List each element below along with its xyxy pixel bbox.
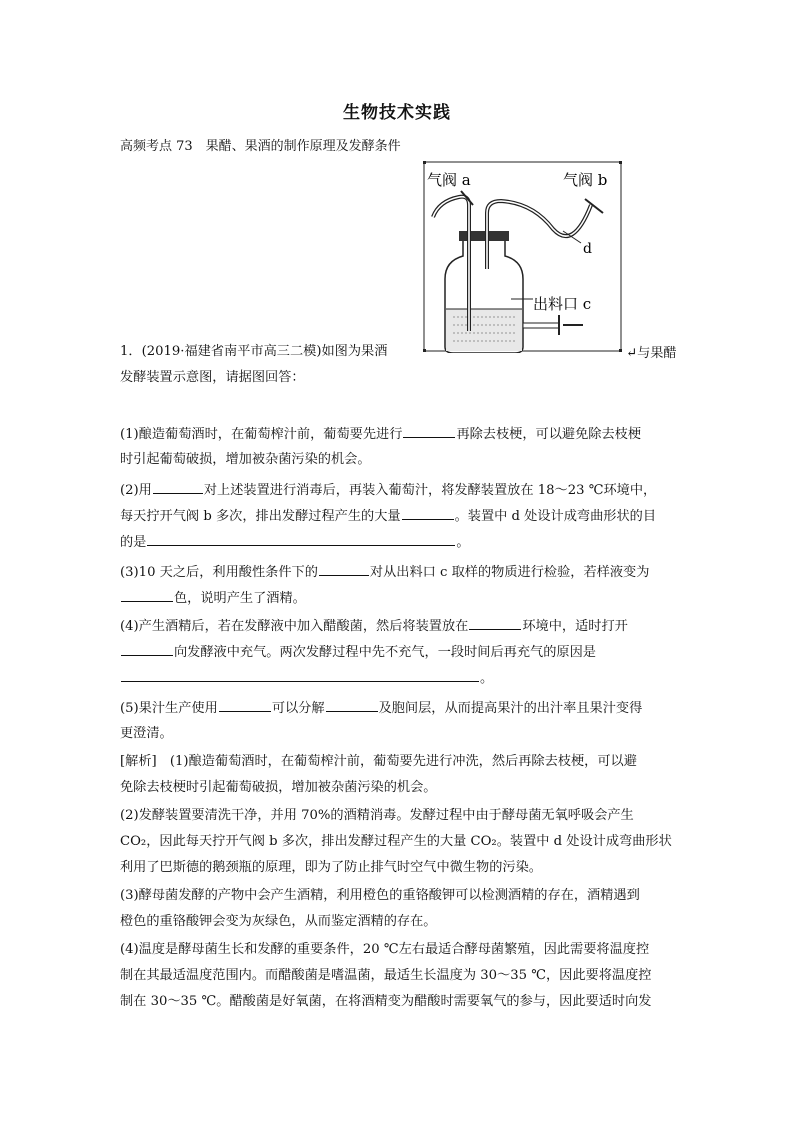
subquestion-5-cont: 更澄清。 [120, 726, 173, 741]
answer-blank[interactable] [121, 668, 479, 682]
answer-blank[interactable] [469, 616, 521, 630]
answer-blank[interactable] [121, 642, 173, 656]
answer-blank[interactable] [219, 698, 271, 712]
subquestion-2: (2)用 对上述装置进行消毒后，再装入葡萄汁，将发酵装置放在 18～23 ℃环境中， [120, 480, 676, 501]
answer-blank[interactable] [153, 480, 203, 494]
section-heading: 高频考点 73 果醋、果酒的制作原理及发酵条件 [120, 139, 401, 154]
analysis-line: [解析] (1)酿造葡萄酒时，在葡萄榨汁前，葡萄要先进行冲洗，然后再除去枝梗，可以避 [120, 754, 637, 769]
apparatus-diagram [423, 161, 623, 353]
subquestion-3: (3)10 天之后，利用酸性条件下的 对从出料口 c 取样的物质进行检验，若样液变为 [120, 562, 676, 583]
answer-blank[interactable] [326, 698, 378, 712]
subquestion-2-cont2: 的是 。 [120, 532, 676, 553]
analysis-line: CO₂，因此每天拧开气阀 b 多次，排出发酵过程产生的大量 CO₂。装置中 d 处设计成弯曲形状 [120, 834, 672, 849]
subquestion-2-cont: 每天拧开气阀 b 多次，排出发酵过程产生的大量 。装置中 d 处设计成弯曲形状的目 [120, 506, 676, 527]
analysis-line: 橙色的重铬酸钾会变为灰绿色，从而鉴定酒精的存在。 [120, 914, 437, 929]
subquestion-4-cont2: 。 [120, 668, 676, 689]
question-1-line2: 发酵装置示意图，请据图回答： [120, 370, 305, 385]
label-valve-b: 气阀 b [563, 171, 608, 189]
answer-blank[interactable] [319, 562, 369, 576]
analysis-line: 免除去枝梗时引起葡萄破损，增加被杂菌污染的机会。 [120, 780, 437, 795]
label-valve-a: 气阀 a [427, 171, 471, 189]
fermentation-apparatus-figure [423, 161, 623, 353]
question-1-lead-tail: ↵与果醋 [626, 346, 677, 361]
subquestion-3-cont: 色，说明产生了酒精。 [120, 588, 676, 609]
page-title: 生物技术实践 [343, 103, 451, 123]
answer-blank[interactable] [402, 506, 454, 520]
subquestion-4: (4)产生酒精后，若在发酵液中加入醋酸菌，然后将装置放在 环境中，适时打开 [120, 616, 676, 637]
analysis-line: (4)温度是酵母菌生长和发酵的重要条件，20 ℃左右最适合酵母菌繁殖，因此需要将温度控 [120, 942, 650, 957]
subquestion-5: (5)果汁生产使用 可以分解 及胞间层，从而提高果汁的出汁率且果汁变得 [120, 698, 676, 719]
label-d: d [583, 241, 592, 257]
answer-blank[interactable] [121, 588, 173, 602]
label-outlet-c: 出料口 c [533, 295, 592, 313]
analysis-line: 利用了巴斯德的鹅颈瓶的原理，即为了防止排气时空气中微生物的污染。 [120, 860, 542, 875]
analysis-line: 制在 30～35 ℃。醋酸菌是好氧菌，在将酒精变为醋酸时需要氧气的参与，因此要适时向发 [120, 994, 652, 1009]
subquestion-1-cont: 时引起葡萄破损，增加被杂菌污染的机会。 [120, 452, 371, 467]
answer-blank[interactable] [147, 532, 455, 546]
answer-blank[interactable] [403, 424, 455, 438]
question-1-lead: 1．(2019·福建省南平市高三二模)如图为果酒 [120, 344, 388, 359]
subquestion-1: (1)酿造葡萄酒时，在葡萄榨汁前，葡萄要先进行 再除去枝梗，可以避免除去枝梗 [120, 424, 676, 445]
analysis-line: (3)酵母菌发酵的产物中会产生酒精，利用橙色的重铬酸钾可以检测酒精的存在，酒精遇到 [120, 888, 640, 903]
subquestion-4-cont: 向发酵液中充气。两次发酵过程中先不充气，一段时间后再充气的原因是 [120, 642, 676, 663]
analysis-line: 制在其最适温度范围内。而醋酸菌是嗜温菌，最适生长温度为 30～35 ℃，因此要将温度控 [120, 968, 652, 983]
analysis-line: (2)发酵装置要清洗干净，并用 70%的酒精消毒。发酵过程中由于酵母菌无氧呼吸会产生 [120, 808, 634, 823]
